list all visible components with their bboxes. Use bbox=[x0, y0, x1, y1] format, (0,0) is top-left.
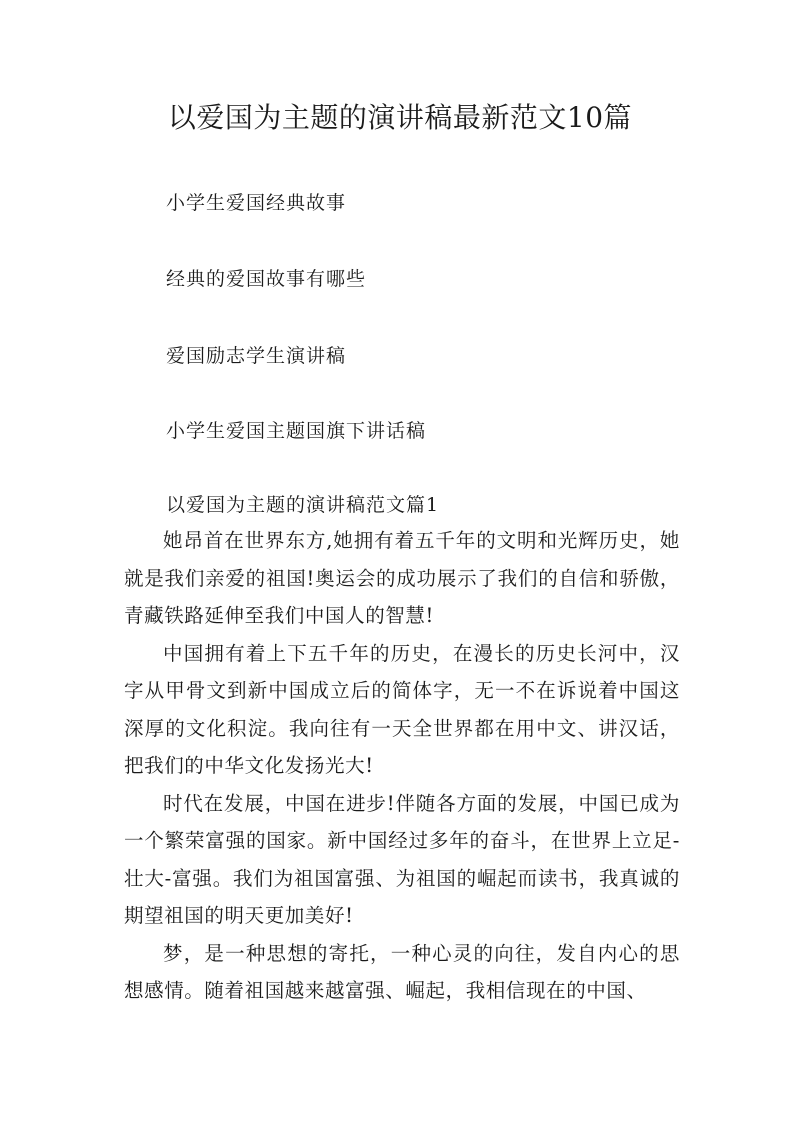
paragraph-4: 梦，是一种思想的寄托，一种心灵的向往，发自内心的思想感情。随着祖国越来越富强、崛起，我相信现在的中国、 bbox=[124, 941, 680, 1002]
paragraph-3: 时代在发展，中国在进步!伴随各方面的发展，中国已成为一个繁荣富强的国家。新中国经过多年的奋斗，在世界上立足-壮大-富强。我们为祖国富强、为祖国的崛起而读书，我真诚的期望祖国的明天更加美好! bbox=[124, 791, 680, 927]
toc-item-1: 小学生爱国经典故事 bbox=[166, 192, 347, 214]
toc-item-4: 小学生爱国主题国旗下讲话稿 bbox=[166, 420, 427, 442]
section-heading: 以爱国为主题的演讲稿范文篇1 bbox=[166, 494, 440, 516]
paragraph-2: 中国拥有着上下五千年的历史，在漫长的历史长河中，汉字从甲骨文到新中国成立后的简体字，无一不在诉说着中国这深厚的文化积淀。我向往有一天全世界都在用中文、讲汉话，把我们的中华文化发扬光大! bbox=[124, 641, 680, 777]
body-text bbox=[124, 522, 680, 1010]
document-title: 以爱国为主题的演讲稿最新范文10篇 bbox=[167, 101, 633, 134]
toc-item-3: 爱国励志学生演讲稿 bbox=[166, 345, 347, 367]
toc-item-2: 经典的爱国故事有哪些 bbox=[166, 268, 367, 290]
paragraph-1: 她昂首在世界东方,她拥有着五千年的文明和光辉历史，她就是我们亲爱的祖国!奥运会的成功展示了我们的自信和骄傲，青藏铁路延伸至我们中国人的智慧! bbox=[124, 529, 680, 627]
